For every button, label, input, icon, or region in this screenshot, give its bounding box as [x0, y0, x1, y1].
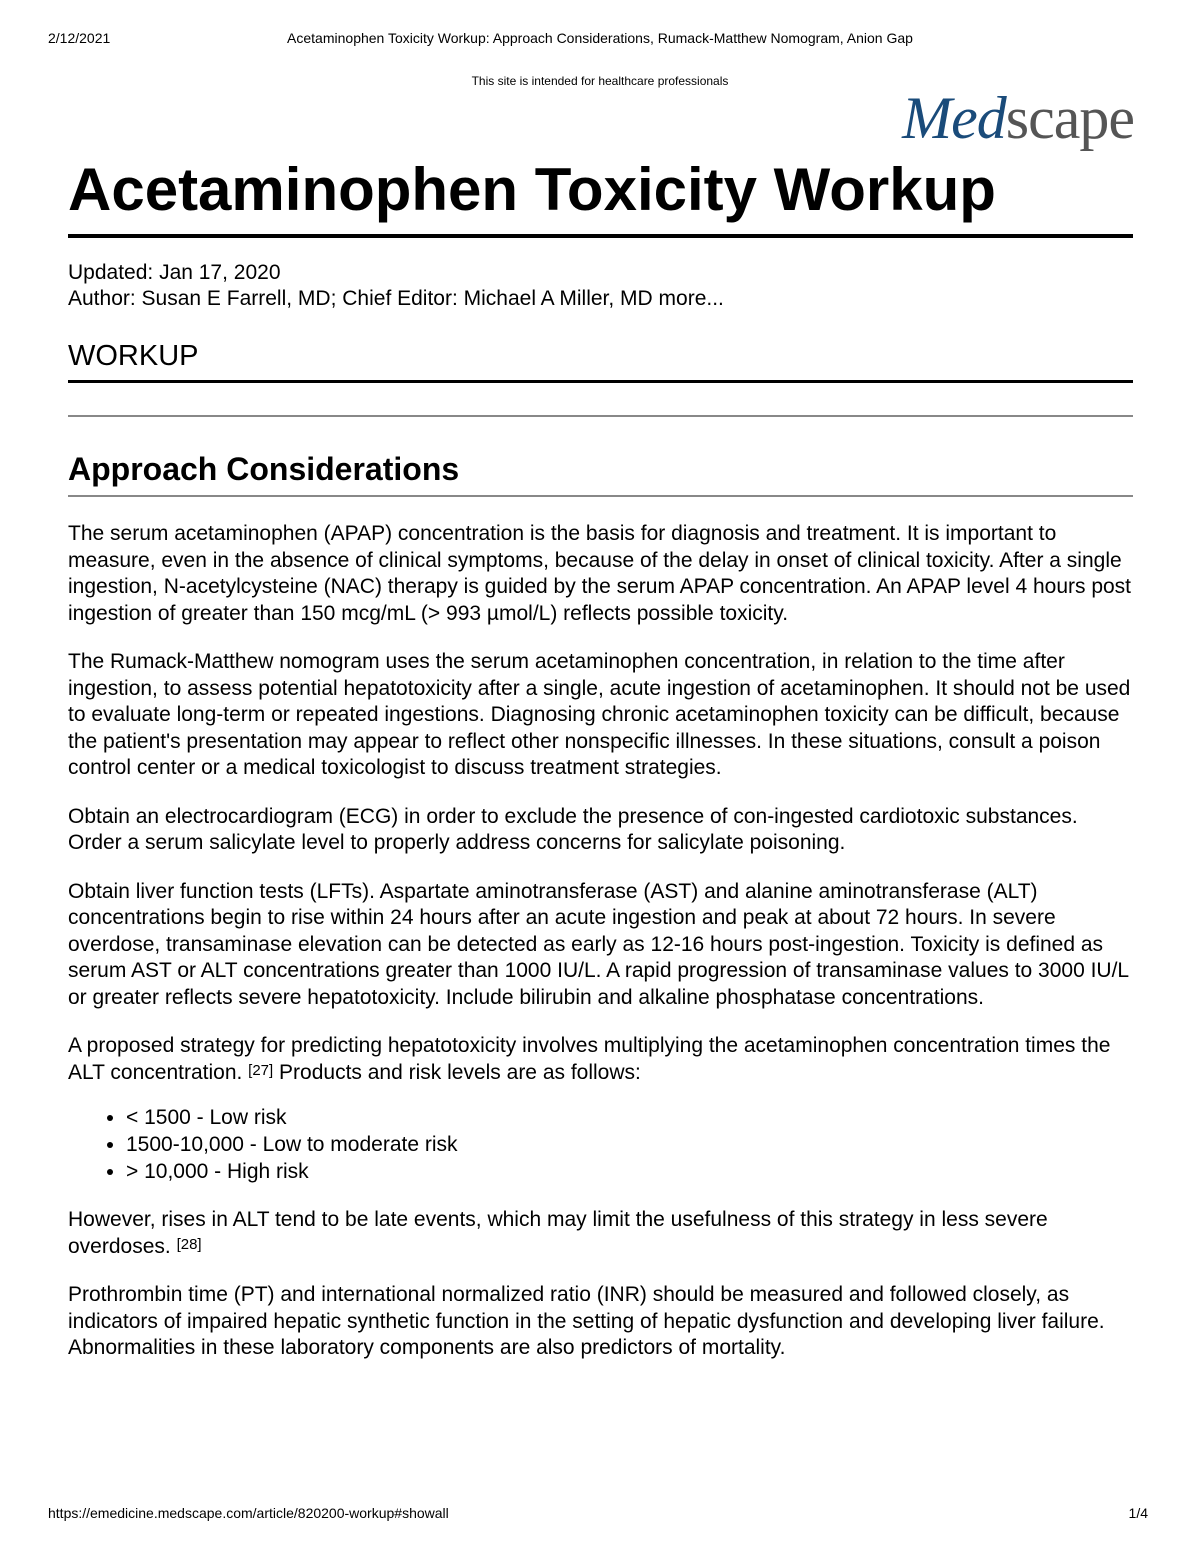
paragraph-pt-inr: Prothrombin time (PT) and international normalized ratio (INR) should be measured and followed closely, as indicators of impaired hepatic synthetic function in the setting of hepatic dysfunction and developing liver failure. Abnormalities in these laboratory components are also predictors of mortality.	[68, 1283, 1105, 1359]
article	[68, 150, 1133, 1362]
site-notice: This site is intended for healthcare professionals	[471, 74, 729, 88]
paragraph-lfts: Obtain liver function tests (LFTs). Aspartate aminotransferase (AST) and alanine aminotransferase (ALT) concentrations begin to rise within 24 hours after an acute ingestion and peak at about 72 hours. In severe overdose, transaminase elevation can be detected as early as 12-16 hours post-ingestion. Toxicity is defined as serum AST or ALT concentrations greater than 1000 IU/L. A rapid progression of transaminase values to 3000 IU/L or greater reflects severe hepatotoxicity. Include bilirubin and alkaline phosphatase concentrations.	[68, 879, 1129, 1009]
subsection-heading: Approach Considerations	[68, 447, 1133, 497]
print-url: https://emedicine.medscape.com/article/820200-workup#showall	[48, 1505, 449, 1521]
risk-list	[68, 1104, 1133, 1185]
medscape-logo[interactable]	[902, 84, 1134, 153]
paragraph-alt-limits	[68, 1207, 1133, 1260]
reference-27[interactable]: [27]	[248, 1061, 274, 1079]
divider	[68, 415, 1133, 417]
logo-part-scape: scape	[1005, 85, 1134, 151]
article-title: Acetaminophen Toxicity Workup	[68, 150, 1133, 238]
section-heading: WORKUP	[68, 334, 1133, 383]
list-item: • 1500-10,000 - Low to moderate risk	[126, 1131, 1133, 1158]
alt-limits-text: However, rises in ALT tend to be late events, which may limit the usefulness of this strategy in less severe overdoses.	[68, 1208, 1048, 1258]
paragraph-nomogram: The Rumack-Matthew nomogram uses the serum acetaminophen concentration, in relation to the time after ingestion, to assess potential hepatotoxicity after a single, acute ingestion of acetaminophen. It should not be used to evaluate long-term or repeated ingestions. Diagnosing chronic acetaminophen toxicity can be difficult, because the patient's presentation may appear to reflect other nonspecific illnesses. In these situations, consult a poison control center or a medical toxicologist to discuss treatment strategies.	[68, 650, 1131, 779]
paragraph-apap-concentration: The serum acetaminophen (APAP) concentration is the basis for diagnosis and treatment. It is important to measure, even in the absence of clinical symptoms, because of the delay in onset of clinical toxicity. After a single ingestion, N-acetylcysteine (NAC) therapy is guided by the serum APAP concentration. An APAP level 4 hours post ingestion of greater than 150 mcg/mL (> 993 µmol/L) reflects possible toxicity.	[68, 522, 1132, 625]
print-date: 2/12/2021	[48, 30, 111, 46]
reference-28[interactable]: [28]	[176, 1235, 202, 1253]
page-number: 1/4	[1128, 1505, 1148, 1521]
list-item: • < 1500 - Low risk	[126, 1104, 1133, 1131]
paragraph-strategy	[68, 1033, 1133, 1086]
author-line[interactable]: Author: Susan E Farrell, MD; Chief Editor: Michael A Miller, MD more...	[68, 287, 724, 310]
strategy-text: A proposed strategy for predicting hepatotoxicity involves multiplying the acetaminophen concentration times the ALT concentration.	[68, 1034, 1111, 1084]
logo-part-med: Med	[902, 85, 1006, 151]
print-page-title: Acetaminophen Toxicity Workup: Approach Considerations, Rumack-Matthew Nomogram, Anion Gap	[287, 30, 913, 46]
updated-date: Updated: Jan 17, 2020	[68, 261, 281, 284]
paragraph-ecg: Obtain an electrocardiogram (ECG) in order to exclude the presence of con-ingested cardiotoxic substances. Order a serum salicylate level to properly address concerns for salicylate poisoning.	[68, 804, 1078, 854]
strategy-text-end: Products and risk levels are as follows:	[273, 1060, 641, 1084]
article-meta	[68, 260, 1133, 312]
list-item: • > 10,000 - High risk	[126, 1158, 1133, 1185]
